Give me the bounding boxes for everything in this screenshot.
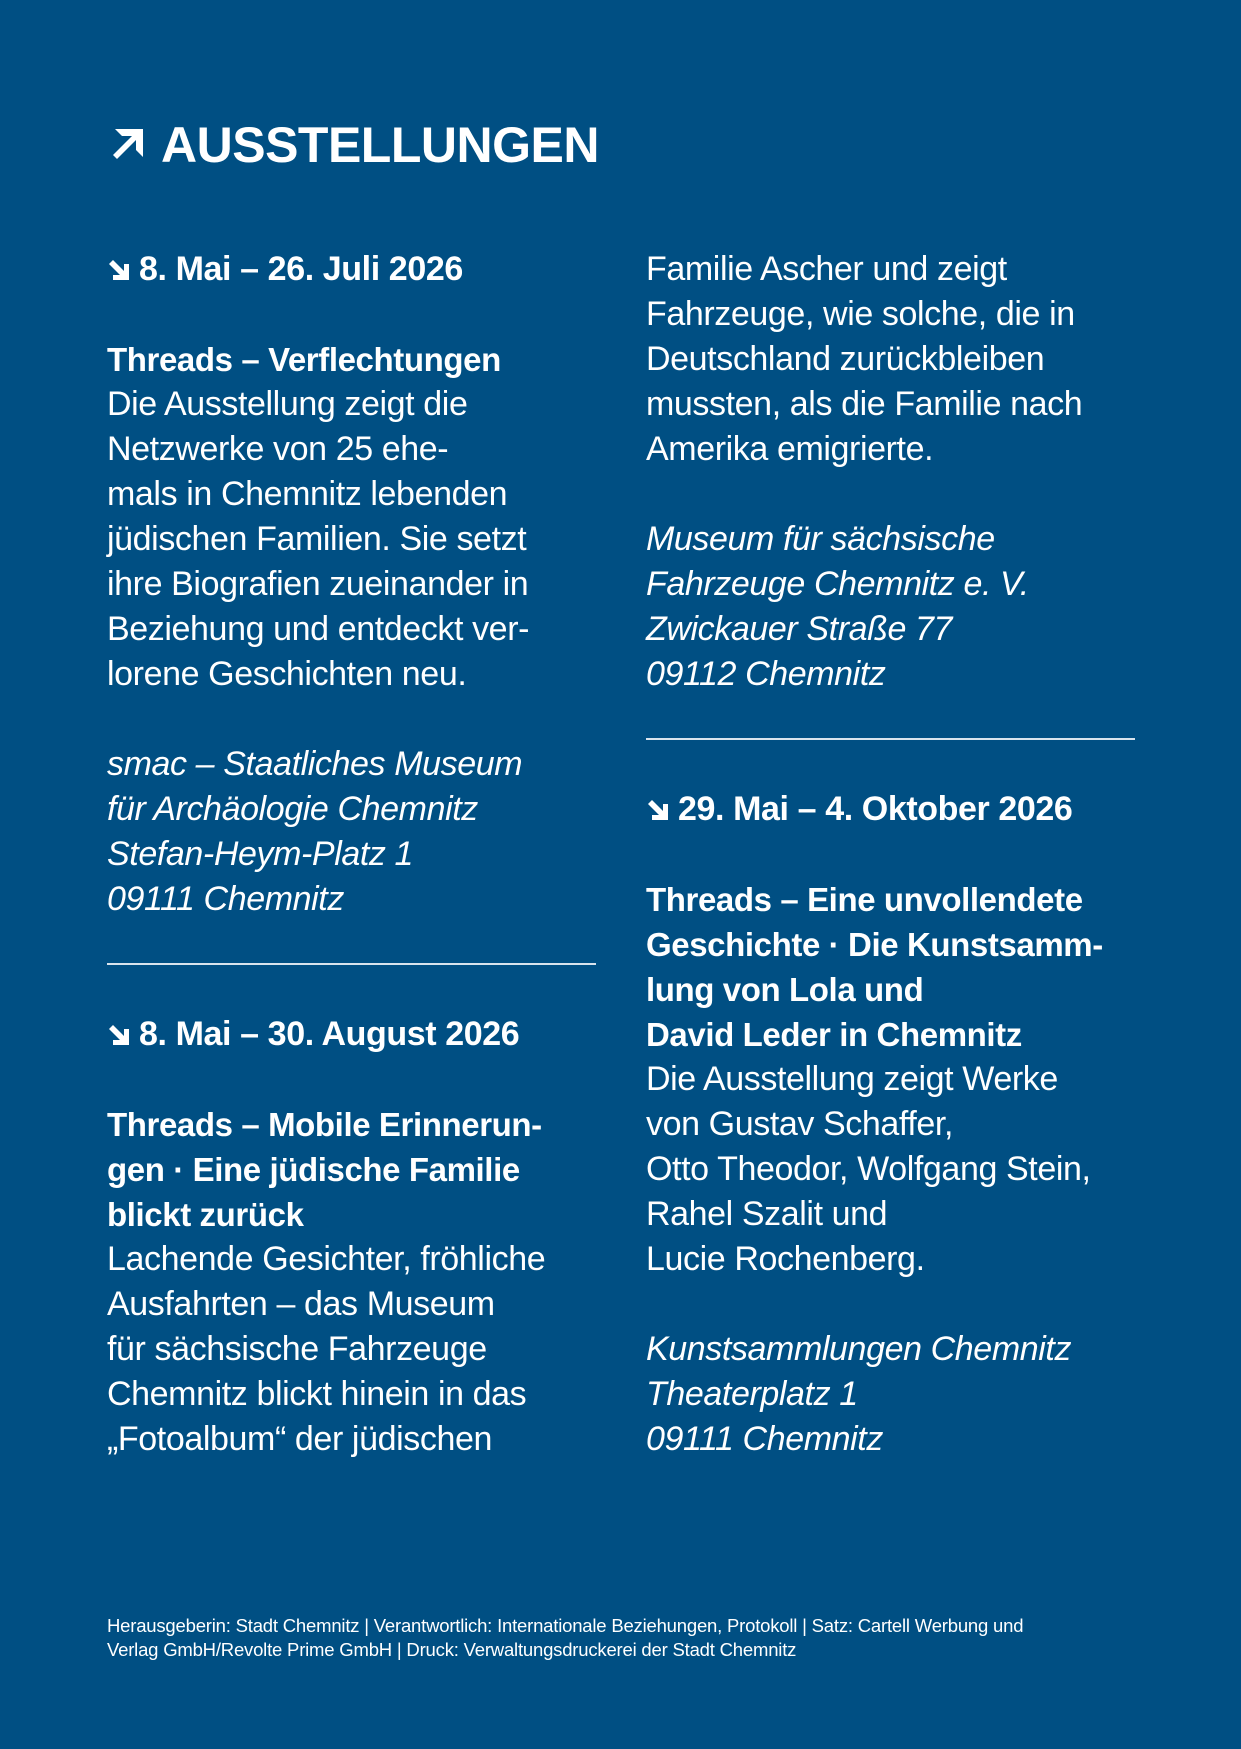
- arrow-down-right-icon: [107, 1023, 131, 1047]
- page-title: [107, 117, 599, 173]
- description-line: lorene Geschichten neu.: [107, 655, 467, 693]
- description-line: Lachende Gesichter, fröhliche: [107, 1240, 546, 1278]
- description-line: Amerika emigrierte.: [646, 430, 934, 468]
- description-line: Lucie Rochenberg.: [646, 1240, 925, 1278]
- exhibition-venue: [646, 1327, 1146, 1462]
- exhibition-date: [646, 787, 1146, 832]
- exhibition-2: [107, 1012, 607, 1462]
- title-line: Geschichte · Die Kunstsamm-: [646, 926, 1103, 963]
- description-line: Chemnitz blickt hinein in das: [107, 1375, 527, 1413]
- title-line: gen · Eine jüdische Familie: [107, 1151, 520, 1188]
- date-text: 29. Mai – 4. Oktober 2026: [678, 790, 1073, 828]
- description-line: Beziehung und entdeckt ver-: [107, 610, 530, 648]
- exhibition-description: [107, 382, 607, 697]
- date-text: 8. Mai – 30. August 2026: [139, 1015, 520, 1053]
- description-line: jüdischen Familien. Sie setzt: [107, 520, 527, 558]
- venue-line: Theaterplatz 1: [646, 1375, 858, 1413]
- venue-line: Stefan-Heym-Platz 1: [107, 835, 414, 873]
- description-line: Rahel Szalit und: [646, 1195, 888, 1233]
- left-column: [107, 247, 607, 1462]
- description-line: von Gustav Schaffer,: [646, 1105, 953, 1143]
- description-line: mals in Chemnitz lebenden: [107, 475, 508, 513]
- date-text: 8. Mai – 26. Juli 2026: [139, 250, 463, 288]
- exhibition-description: [646, 247, 1146, 472]
- description-line: mussten, als die Familie nach: [646, 385, 1083, 423]
- exhibition-venue: [107, 742, 607, 922]
- venue-line: Zwickauer Straße 77: [646, 610, 953, 648]
- exhibition-description: [646, 1057, 1146, 1282]
- description-line: Otto Theodor, Wolfgang Stein,: [646, 1150, 1091, 1188]
- exhibition-venue: [646, 517, 1146, 697]
- arrow-down-right-icon: [646, 798, 670, 822]
- description-line: Deutschland zurückbleiben: [646, 340, 1045, 378]
- exhibition-description: [107, 1237, 607, 1462]
- imprint-footer: [107, 1614, 1147, 1662]
- footer-line: Herausgeberin: Stadt Chemnitz | Verantwortlich: Internationale Beziehungen, Protokoll | Satz: Cartell Werbung und: [107, 1615, 1024, 1636]
- venue-line: Kunstsammlungen Chemnitz: [646, 1330, 1072, 1368]
- exhibition-title: [107, 1102, 607, 1237]
- footer-line: Verlag GmbH/Revolte Prime GmbH | Druck: Verwaltungsdruckerei der Stadt Chemnitz: [107, 1639, 797, 1660]
- venue-line: 09112 Chemnitz: [646, 655, 886, 693]
- title-line: Threads – Verflechtungen: [107, 341, 501, 378]
- description-line: Ausfahrten – das Museum: [107, 1285, 495, 1323]
- description-line: ihre Biografien zueinander in: [107, 565, 529, 603]
- venue-line: 09111 Chemnitz: [107, 880, 344, 918]
- venue-line: smac – Staatliches Museum: [107, 745, 523, 783]
- venue-line: Fahrzeuge Chemnitz e. V.: [646, 565, 1029, 603]
- title-line: Threads – Mobile Erinnerun-: [107, 1106, 542, 1143]
- arrow-down-right-icon: [107, 258, 131, 282]
- title-line: David Leder in Chemnitz: [646, 1016, 1022, 1053]
- exhibition-title: [646, 877, 1146, 1057]
- venue-line: für Archäologie Chemnitz: [107, 790, 478, 828]
- exhibition-date: [107, 1012, 607, 1057]
- exhibition-title: [107, 337, 607, 382]
- exhibition-2-continued: [646, 247, 1146, 697]
- description-line: für sächsische Fahrzeuge: [107, 1330, 487, 1368]
- venue-line: 09111 Chemnitz: [646, 1420, 883, 1458]
- title-line: lung von Lola und: [646, 971, 924, 1008]
- venue-line: Museum für sächsische: [646, 520, 995, 558]
- description-line: Fahrzeuge, wie solche, die in: [646, 295, 1075, 333]
- description-line: Netzwerke von 25 ehe-: [107, 430, 449, 468]
- title-text: AUSSTELLUNGEN: [161, 117, 599, 173]
- exhibition-1: [107, 247, 607, 922]
- arrow-up-right-icon: [107, 125, 147, 165]
- description-line: Die Ausstellung zeigt Werke: [646, 1060, 1058, 1098]
- description-line: Die Ausstellung zeigt die: [107, 385, 468, 423]
- right-column: [646, 247, 1146, 1462]
- description-line: „Fotoalbum“ der jüdischen: [107, 1420, 492, 1458]
- title-line: Threads – Eine unvollendete: [646, 881, 1083, 918]
- exhibition-date: [107, 247, 607, 292]
- title-line: blickt zurück: [107, 1196, 304, 1233]
- exhibition-3: [646, 787, 1146, 1462]
- description-line: Familie Ascher und zeigt: [646, 250, 1007, 288]
